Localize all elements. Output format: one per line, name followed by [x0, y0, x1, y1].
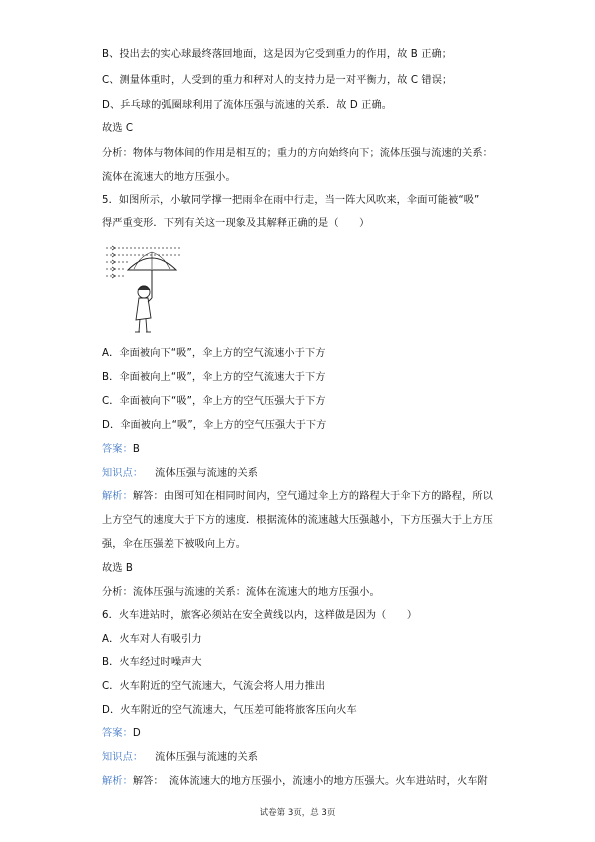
- explanation-line: [102, 775, 488, 789]
- option-d: D．火车附近的空气流速大，气压差可能将旅客压向火车: [102, 705, 357, 716]
- option-b: B．伞面被向上“吸”，伞上方的空气流速大于下方: [102, 372, 326, 383]
- page-footer: 试卷第 3页，总 3页: [259, 808, 336, 818]
- text-line: 上方空气的速度大于下方的速度．根据流体的流速越大压强越小，下方压强大于上方压: [102, 515, 493, 526]
- answer-line: [102, 727, 141, 741]
- text-line: 分析：物体与物体间的作用是相互的；重力的方向始终向下；流体压强与流速的关系：: [102, 148, 493, 159]
- knowledge-point-value: 流体压强与流速的关系: [155, 468, 259, 479]
- answer-label: 答案：: [102, 728, 133, 739]
- knowledge-point-value: 流体压强与流速的关系: [155, 752, 259, 763]
- option-c: C．火车附近的空气流速大，气流会将人用力推出: [102, 681, 326, 692]
- answer-value: B: [132, 444, 140, 455]
- answer-line: [102, 443, 140, 457]
- option-a: A．伞面被向下“吸”，伞上方的空气流速小于下方: [102, 348, 326, 359]
- option-b: B．火车经过时噪声大: [102, 657, 202, 668]
- text-line: 故选 B: [102, 563, 134, 574]
- explanation-text: 解答：由图可知在相同时间内，空气通过伞上方的路程大于伞下方的路程，所以: [132, 491, 493, 502]
- knowledge-point-line: [102, 467, 258, 481]
- text-line: D、乒乓球的弧圈球利用了流体压强与流速的关系．故 D 正确。: [102, 100, 393, 111]
- explanation-label: 解析：: [102, 776, 133, 787]
- knowledge-point-label: 知识点：: [102, 468, 144, 479]
- question-5-stem: 得严重变形．下列有关这一现象及其解释正确的是（ ）: [102, 218, 370, 229]
- text-line: C、测量体重时，人受到的重力和秤对人的支持力是一对平衡力，故 C 错误；: [102, 75, 453, 86]
- question-5-stem: 5．如图所示，小敏同学撑一把雨伞在雨中行走，当一阵大风吹来，伞面可能被“吸”: [102, 195, 480, 206]
- option-d: D．伞面被向上“吸”，伞上方的空气压强大于下方: [102, 420, 327, 431]
- text-line: 强，伞在压强差下被吸向上方。: [102, 539, 247, 550]
- answer-label: 答案：: [102, 444, 133, 455]
- explanation-text: 解答： 流体流速大的地方压强小，流速小的地方压强大。火车进站时，火车附: [132, 776, 488, 787]
- answer-value: D: [132, 728, 141, 739]
- option-a: A．火车对人有吸引力: [102, 634, 202, 645]
- text-line: B、投出去的实心球最终落回地面，这是因为它受到重力的作用，故 B 正确；: [102, 49, 453, 60]
- question-6-stem: 6．火车进站时，旅客必须站在安全黄线以内，这样做是因为（ ）: [102, 610, 418, 621]
- text-line: 故选 C: [102, 123, 134, 134]
- knowledge-point-label: 知识点：: [102, 752, 144, 763]
- text-line: 分析：流体压强与流速的关系：流体在流速大的地方压强小。: [102, 587, 380, 598]
- knowledge-point-line: [102, 751, 258, 765]
- explanation-label: 解析：: [102, 491, 133, 502]
- umbrella: [128, 252, 176, 298]
- text-line: 流体在流速大的地方压强小。: [102, 172, 236, 183]
- umbrella-girl-wind-figure: [104, 240, 188, 336]
- explanation-line: [102, 490, 493, 504]
- option-c: C．伞面被向下“吸”，伞上方的空气压强大于下方: [102, 396, 326, 407]
- girl: [135, 286, 152, 332]
